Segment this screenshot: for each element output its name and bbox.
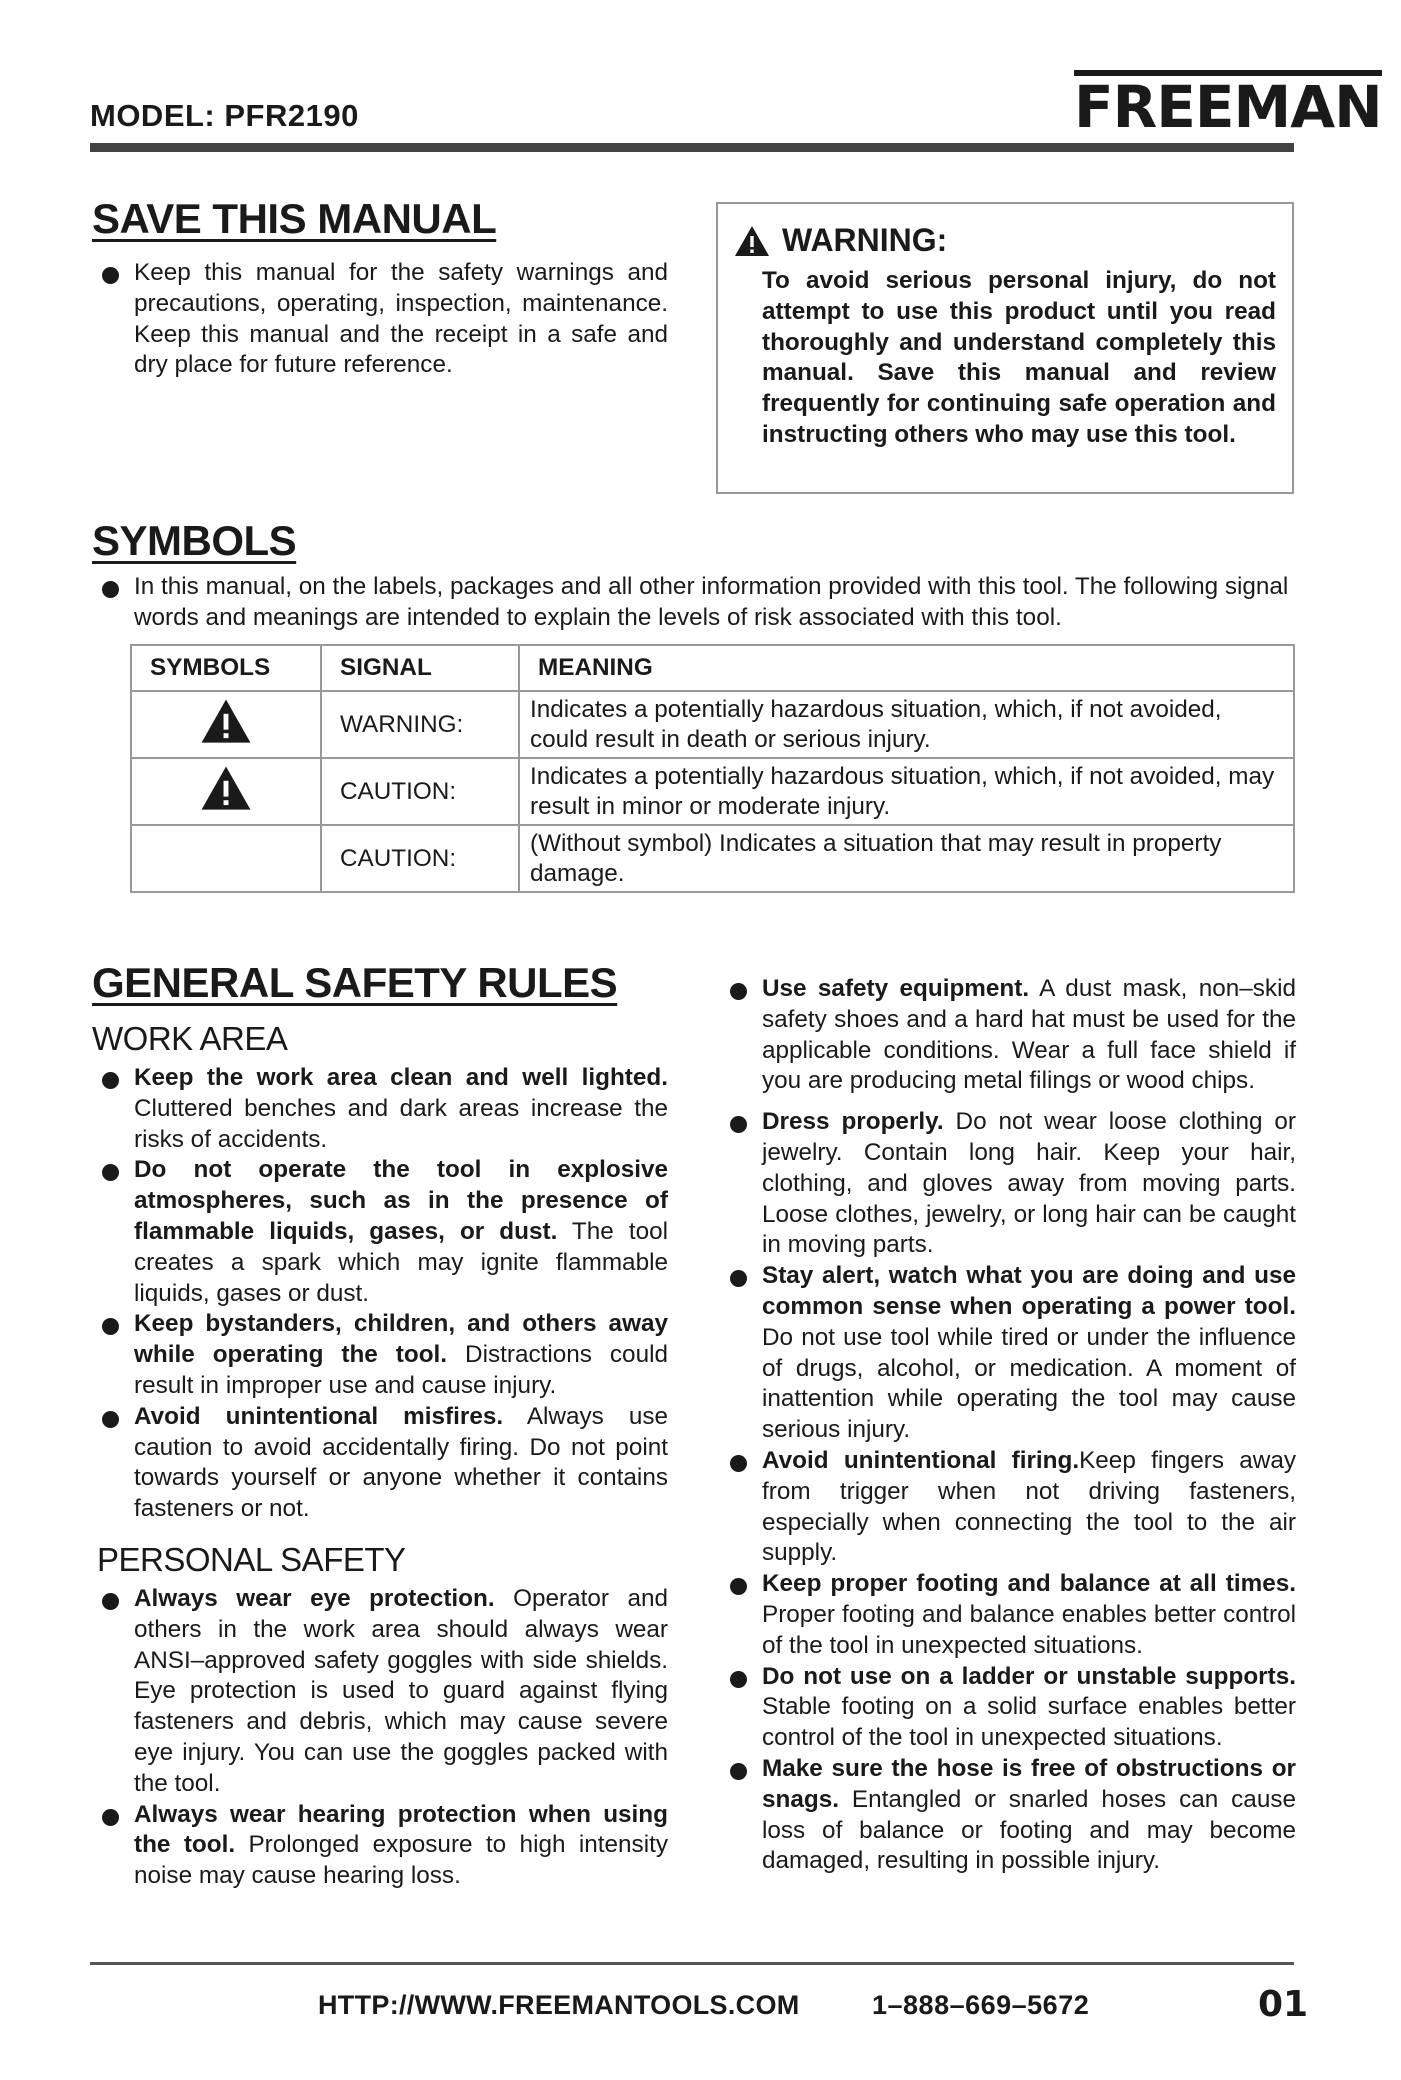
bullet-icon — [730, 1455, 747, 1472]
list-item: Always wear hearing protection when using the tool. Prolonged exposure to high intensity noise may cause hearing loss. — [92, 1800, 668, 1892]
table-header-row — [131, 645, 1294, 691]
bullet-icon — [730, 1270, 747, 1287]
table-cell-symbol — [131, 825, 321, 892]
symbols-table — [130, 644, 1295, 893]
bullet-icon — [102, 1318, 119, 1335]
list-item: Make sure the hose is free of obstructions or snags. Entangled or snarled hoses can cause loss of balance or footing and may become damaged, resulting in possible injury. — [720, 1754, 1296, 1877]
personal-safety-list — [92, 1584, 668, 1892]
general-safety-title: GENERAL SAFETY RULES — [92, 959, 618, 1006]
list-item: Use safety equipment. A dust mask, non–skid safety shoes and a hard hat must be used for the applicable conditions. Wear a full face shield if you are producing metal filings or wood chips. — [720, 974, 1296, 1097]
bullet-icon — [102, 1411, 119, 1428]
bullet-icon — [730, 1578, 747, 1595]
warning-triangle-icon — [200, 698, 252, 744]
table-cell-signal: CAUTION: — [321, 825, 519, 892]
save-manual-list — [92, 258, 668, 381]
footer-website-link[interactable]: HTTP://WWW.FREEMANTOOLS.COM — [318, 1990, 800, 2020]
table-header: MEANING — [519, 645, 1294, 691]
warning-box — [716, 202, 1294, 494]
list-item: Avoid unintentional misfires. Always use caution to avoid accidentally firing. Do not point towards yourself or anyone whether it contains fasteners or not. — [92, 1402, 668, 1525]
warning-heading: WARNING: — [734, 222, 947, 259]
table-row — [131, 691, 1294, 758]
table-row — [131, 825, 1294, 892]
list-item: Dress properly. Do not wear loose clothing or jewelry. Contain long hair. Keep your hair, clothing, and gloves away from moving parts. Loose clothes, jewelry, or long hair can be caught in moving parts. — [720, 1107, 1296, 1261]
list-item: Keep this manual for the safety warnings and precautions, operating, inspection, maintenance. Keep this manual and the receipt in a safe and dry place for future reference. — [92, 258, 668, 381]
table-cell-meaning: (Without symbol) Indicates a situation that may result in property damage. — [519, 825, 1294, 892]
bullet-icon — [102, 581, 119, 598]
table-cell-symbol — [131, 758, 321, 825]
bullet-icon — [730, 983, 747, 1000]
list-item: Keep bystanders, children, and others away while operating the tool. Distractions could result in improper use and cause injury. — [92, 1309, 668, 1401]
table-cell-meaning: Indicates a potentially hazardous situation, which, if not avoided, could result in death or serious injury. — [519, 691, 1294, 758]
bullet-icon — [102, 267, 119, 284]
table-header: SIGNAL — [321, 645, 519, 691]
symbols-intro-list — [92, 572, 1296, 634]
spacer — [720, 1097, 1296, 1107]
footer-divider — [90, 1962, 1294, 1965]
footer-phone: 1–888–669–5672 — [872, 1990, 1090, 2020]
list-item: Do not operate the tool in explosive atmospheres, such as in the presence of flammable liquids, gases, or dust. The tool creates a spark which may ignite flammable liquids, gases or dust. — [92, 1155, 668, 1309]
warning-triangle-icon — [200, 765, 252, 811]
model-number: MODEL: PFR2190 — [90, 98, 359, 133]
bullet-icon — [730, 1763, 747, 1780]
list-item: Always wear eye protection. Operator and others in the work area should always wear ANSI–approved safety goggles with side shields. Eye protection is used to guard against flying fasteners and debris, which may cause severe eye injury. You can use the goggles packed with the tool. — [92, 1584, 668, 1800]
bullet-icon — [730, 1671, 747, 1688]
bullet-icon — [102, 1072, 119, 1089]
list-item: Do not use on a ladder or unstable supports. Stable footing on a solid surface enables better control of the tool in unexpected situations. — [720, 1662, 1296, 1754]
table-row — [131, 758, 1294, 825]
save-manual-title: SAVE THIS MANUAL — [92, 195, 497, 242]
bullet-icon — [102, 1809, 119, 1826]
table-header: SYMBOLS — [131, 645, 321, 691]
general-safety-right-list — [720, 974, 1296, 1877]
header-divider — [90, 143, 1294, 152]
table-cell-signal: WARNING: — [321, 691, 519, 758]
list-item: In this manual, on the labels, packages and all other information provided with this tool. The following signal words and meanings are intended to explain the levels of risk associated with this tool. — [92, 572, 1296, 634]
bullet-icon — [102, 1164, 119, 1181]
bullet-icon — [730, 1116, 747, 1133]
list-item: Stay alert, watch what you are doing and use common sense when operating a power tool. Do not use tool while tired or under the influence of drugs, alcohol, or medication. A moment of inattention while operating the tool may cause serious injury. — [720, 1261, 1296, 1446]
work-area-title: WORK AREA — [92, 1020, 288, 1057]
table-cell-signal: CAUTION: — [321, 758, 519, 825]
work-area-list — [92, 1063, 668, 1525]
list-item: Keep proper footing and balance at all times. Proper footing and balance enables better control of the tool in unexpected situations. — [720, 1569, 1296, 1661]
list-item: Avoid unintentional firing.Keep fingers away from trigger when not driving fasteners, especially when connecting the tool to the air supply. — [720, 1446, 1296, 1569]
brand-logo: FREEMAN — [1074, 70, 1382, 136]
list-item: Keep the work area clean and well lighted. Cluttered benches and dark areas increase the risks of accidents. — [92, 1063, 668, 1155]
page-number: 01 — [1258, 1984, 1309, 2025]
table-cell-meaning: Indicates a potentially hazardous situation, which, if not avoided, may result in minor or moderate injury. — [519, 758, 1294, 825]
warning-text: To avoid serious personal injury, do not attempt to use this product until you read thoroughly and understand completely this manual. Save this manual and review frequently for continuing safe operation and instructing others who may use this tool. — [762, 267, 1276, 448]
personal-safety-title: PERSONAL SAFETY — [97, 1541, 406, 1578]
bullet-icon — [102, 1593, 119, 1610]
symbols-title: SYMBOLS — [92, 517, 297, 564]
warning-triangle-icon — [734, 225, 770, 257]
table-cell-symbol — [131, 691, 321, 758]
